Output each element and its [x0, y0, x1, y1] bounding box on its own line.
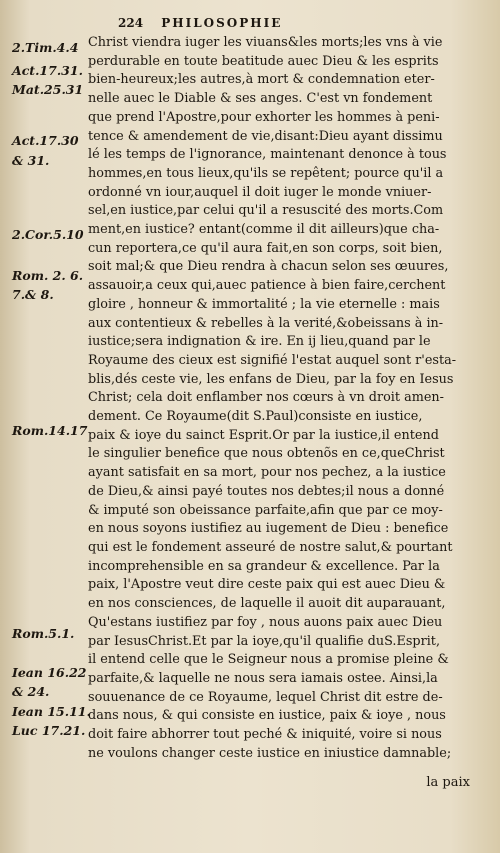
text-line: il entend celle que le Seigneur nous a promise pleine &	[88, 652, 449, 668]
text-line: le singulier benefice que nous obtenõs en ce,queChrist	[88, 446, 445, 462]
text-line: Royaume des cieux est signifié l'estat auquel sont r'esta-	[88, 352, 457, 368]
page-number: 224	[118, 16, 144, 30]
text-line: parfaite,& laquelle ne nous sera iamais ostee. Ainsi,la	[88, 670, 438, 686]
text-line: qui est le fondement asseuré de nostre salut,& pourtant	[88, 539, 453, 555]
text-line: de Dieu,& ainsi payé toutes nos debtes;il nous a donné	[88, 483, 445, 499]
text-line: ment,en iustice? entant(comme il dit ailleurs)que cha-	[88, 222, 440, 238]
text-line: en nos consciences, de laquelle il auoit dit auparauant,	[88, 596, 446, 612]
margin-note: 2.Tim.4.4	[12, 40, 79, 55]
margin-note: Rom.5.1.	[12, 626, 75, 641]
body-text	[88, 34, 483, 763]
running-title: PHILOSOPHIE	[161, 16, 283, 30]
text-line: ayant satisfait en sa mort, pour nos pechez, a la iustice	[88, 465, 446, 481]
margin-note: & 24.	[12, 684, 50, 699]
margin-note: Iean 15.11.	[12, 704, 91, 719]
margin-note: 2.Cor.5.10	[12, 227, 84, 242]
text-line: Christ; cela doit enflamber nos cœurs à vn droit amen-	[88, 390, 444, 406]
text-line: & imputé son obeissance parfaite,afin que par ce moy-	[88, 502, 443, 518]
text-line: dans nous, & qui consiste en iustice, paix & ioye , nous	[88, 708, 446, 724]
margin-note: Luc 17.21.	[12, 723, 86, 738]
text-line: lé les temps de l'ignorance, maintenant denonce à tous	[88, 147, 447, 163]
margin-note: & 31.	[12, 153, 50, 168]
text-line: assauoir,a ceux qui,auec patience à bien faire,cerchent	[88, 278, 446, 294]
text-line: Christ viendra iuger les viuans&les morts;les vns à vie	[88, 35, 443, 50]
text-line: que prend l'Apostre,pour exhorter les hommes à peni-	[88, 109, 440, 125]
text-line: nelle auec le Diable & ses anges. C'est vn fondement	[88, 91, 433, 107]
text-line: cun reportera,ce qu'il aura fait,en son corps, soit bien,	[88, 240, 443, 256]
text-line: ne voulons changer ceste iustice en iniustice damnable;	[88, 745, 452, 761]
text-line: doit faire abhorrer tout peché & iniquité, voire si nous	[88, 727, 442, 743]
text-line: soit mal;& que Dieu rendra à chacun selon ses œuures,	[88, 259, 449, 275]
text-line: souuenance de ce Royaume, lequel Christ dit estre de-	[88, 689, 443, 705]
text-line: paix & ioye du sainct Esprit.Or par la iustice,il entend	[88, 427, 439, 443]
text-line: bien-heureux;les autres,à mort & condemnation eter-	[88, 72, 435, 88]
text-line: paix, l'Apostre veut dire ceste paix qui est auec Dieu &	[88, 577, 446, 593]
margin-note: Act.17.31.	[12, 63, 83, 78]
text-line: aux contentieux & rebelles à la verité,&obeissans à in-	[88, 315, 444, 331]
text-line: tence & amendement de vie,disant:Dieu ayant dissimu	[88, 128, 443, 144]
text-line: perdurable en toute beatitude auec Dieu & les esprits	[88, 53, 439, 69]
margin-note: Rom.14.17	[12, 423, 88, 438]
text-line: iustice;sera indignation & ire. En ij lieu,quand par le	[88, 334, 431, 350]
text-line: par IesusChrist.Et par la ioye,qu'il qualifie duS.Esprit,	[88, 633, 441, 649]
text-line: dement. Ce Royaume(dit S.Paul)consiste en iustice,	[88, 409, 423, 425]
text-line: incomprehensible en sa grandeur & excellence. Par la	[88, 558, 440, 574]
text-line: en nous soyons iustifiez au iugement de Dieu : benefice	[88, 521, 449, 537]
margin-note: Iean 16.22	[12, 665, 87, 680]
running-header	[118, 16, 282, 30]
text-line: sel,en iustice,par celui qu'il a resuscité des morts.Com	[88, 203, 444, 219]
margin-note: Act.17.30	[12, 133, 79, 148]
text-line: Qu'estans iustifiez par foy , nous auons paix auec Dieu	[88, 614, 443, 630]
text-line: ordonné vn iour,auquel il doit iuger le monde vniuer-	[88, 184, 432, 200]
margin-note: Mat.25.31	[12, 82, 84, 97]
catchword: la paix	[426, 775, 470, 790]
margin-note: 7.& 8.	[12, 287, 54, 302]
text-line: gloire , honneur & immortalité ; la vie eternelle : mais	[88, 296, 440, 312]
text-line: hommes,en tous lieux,qu'ils se repêtent; pource qu'il a	[88, 165, 444, 181]
margin-note: Rom. 2. 6.	[12, 268, 84, 283]
text-line: blis,dés ceste vie, les enfans de Dieu, par la foy en Iesus	[88, 371, 454, 387]
